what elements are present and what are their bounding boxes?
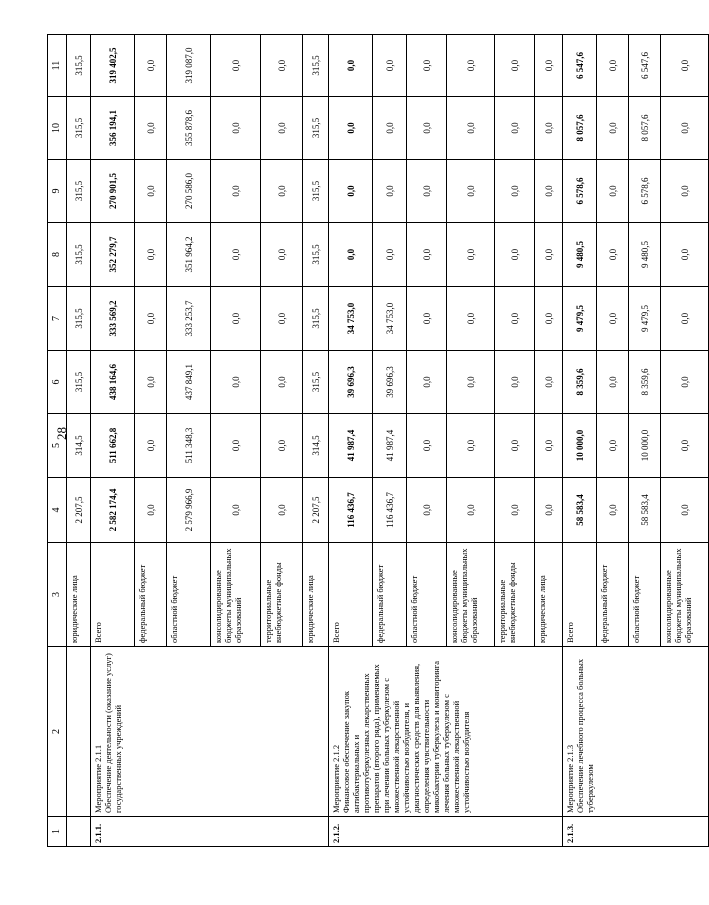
amount-cell: 315,5: [67, 287, 91, 351]
column-header: 8: [48, 223, 67, 287]
amount-cell: 39 696,3: [373, 351, 407, 414]
amount-cell: 0,0: [135, 97, 167, 160]
amount-cell: 0,0: [373, 97, 407, 160]
amount-cell: 314,5: [303, 414, 329, 478]
amount-cell: 0,0: [495, 97, 535, 160]
item-number: [67, 817, 91, 847]
budget-table: [47, 34, 709, 847]
amount-cell: 10 000,0: [629, 414, 661, 478]
rotated-budget-table: [47, 35, 693, 847]
amount-cell: 6 578,6: [563, 160, 597, 223]
amount-cell: 0,0: [407, 478, 447, 543]
amount-cell: 0,0: [407, 97, 447, 160]
amount-cell: 0,0: [211, 97, 261, 160]
table-row: [67, 35, 91, 847]
amount-cell: 0,0: [535, 223, 563, 287]
amount-cell: 0,0: [447, 97, 495, 160]
amount-cell: 0,0: [535, 351, 563, 414]
amount-cell: 0,0: [211, 478, 261, 543]
column-header: 4: [48, 478, 67, 543]
amount-cell: 0,0: [373, 35, 407, 97]
column-header: 3: [48, 543, 67, 647]
amount-cell: 315,5: [303, 223, 329, 287]
amount-cell: 0,0: [329, 97, 373, 160]
amount-cell: 10 000,0: [563, 414, 597, 478]
amount-cell: 0,0: [135, 35, 167, 97]
amount-cell: 0,0: [135, 478, 167, 543]
amount-cell: 315,5: [67, 223, 91, 287]
amount-cell: 0,0: [661, 97, 709, 160]
amount-cell: 6 578,6: [629, 160, 661, 223]
amount-cell: 0,0: [373, 160, 407, 223]
amount-cell: 0,0: [447, 287, 495, 351]
amount-cell: 315,5: [67, 35, 91, 97]
funding-source: юридические лица: [67, 543, 91, 647]
amount-cell: 351 964,2: [167, 223, 211, 287]
amount-cell: 0,0: [211, 35, 261, 97]
item-number: 2.1.3.: [563, 817, 709, 847]
amount-cell: 333 253,7: [167, 287, 211, 351]
funding-source: федеральный бюджет: [135, 543, 167, 647]
amount-cell: 0,0: [495, 287, 535, 351]
amount-cell: 270 586,0: [167, 160, 211, 223]
amount-cell: 2 207,5: [303, 478, 329, 543]
amount-cell: 0,0: [535, 160, 563, 223]
amount-cell: 2 579 966,9: [167, 478, 211, 543]
amount-cell: 315,5: [67, 97, 91, 160]
amount-cell: 0,0: [495, 223, 535, 287]
funding-source: Всего: [91, 543, 135, 647]
column-header: 2: [48, 647, 67, 817]
amount-cell: 0,0: [597, 223, 629, 287]
amount-cell: 0,0: [329, 35, 373, 97]
amount-cell: 0,0: [661, 35, 709, 97]
amount-cell: 0,0: [535, 35, 563, 97]
amount-cell: 58 583,4: [629, 478, 661, 543]
funding-source: юридические лица: [535, 543, 563, 647]
amount-cell: 0,0: [329, 160, 373, 223]
amount-cell: 315,5: [67, 351, 91, 414]
column-header: 1: [48, 817, 67, 847]
amount-cell: 0,0: [211, 160, 261, 223]
amount-cell: 352 279,7: [91, 223, 135, 287]
amount-cell: 0,0: [211, 223, 261, 287]
funding-source: консолидированные бюджеты муниципальных образований: [447, 543, 495, 647]
amount-cell: 0,0: [495, 414, 535, 478]
column-header: 9: [48, 160, 67, 223]
funding-source: территориальные внебюджетные фонды: [261, 543, 303, 647]
item-title: Мероприятие 2.1.2 Финансовое обеспечение закупок антибактериальных и противотуберкулезных лекарственных препаратов (второго ряда), применяемых при лечении больных туберкулезом с множественной лекарственной устойчивостью возбудителя, и диагностических средств для выявления, определения чувствительности микобактерии туберкулеза и мониторинга лечения больных туберкулезом с множественной лекарственной устойчивостью возбудителя: [329, 647, 563, 817]
column-header: 5: [48, 414, 67, 478]
funding-source: областной бюджет: [629, 543, 661, 647]
amount-cell: 9 480,5: [563, 223, 597, 287]
amount-cell: 0,0: [261, 287, 303, 351]
funding-source: федеральный бюджет: [373, 543, 407, 647]
item-title: Мероприятие 2.1.3 Обеспечение лечебного процесса больных туберкулезом: [563, 647, 709, 817]
amount-cell: 0,0: [261, 160, 303, 223]
amount-cell: 58 583,4: [563, 478, 597, 543]
amount-cell: 9 479,5: [629, 287, 661, 351]
amount-cell: 0,0: [597, 478, 629, 543]
item-title: Мероприятие 2.1.1 Обеспечение деятельности (оказание услуг) государственных учреждений: [91, 647, 329, 817]
amount-cell: 0,0: [447, 223, 495, 287]
table-row: [563, 35, 597, 847]
item-number: 2.1.1.: [91, 817, 329, 847]
amount-cell: 315,5: [303, 97, 329, 160]
item-title: [67, 647, 91, 817]
page-number: 28: [54, 427, 69, 440]
amount-cell: 314,5: [67, 414, 91, 478]
amount-cell: 0,0: [261, 478, 303, 543]
funding-source: юридические лица: [303, 543, 329, 647]
amount-cell: 2 582 174,4: [91, 478, 135, 543]
amount-cell: 0,0: [661, 223, 709, 287]
amount-cell: 0,0: [597, 97, 629, 160]
funding-source: Всего: [329, 543, 373, 647]
funding-source: областной бюджет: [407, 543, 447, 647]
amount-cell: 9 479,5: [563, 287, 597, 351]
amount-cell: 0,0: [661, 160, 709, 223]
amount-cell: 0,0: [447, 160, 495, 223]
amount-cell: 438 164,6: [91, 351, 135, 414]
amount-cell: 0,0: [211, 414, 261, 478]
amount-cell: 41 987,4: [329, 414, 373, 478]
amount-cell: 315,5: [303, 287, 329, 351]
amount-cell: 0,0: [535, 287, 563, 351]
amount-cell: 315,5: [303, 351, 329, 414]
amount-cell: 315,5: [303, 35, 329, 97]
amount-cell: 0,0: [373, 223, 407, 287]
amount-cell: 6 547,6: [563, 35, 597, 97]
amount-cell: 2 207,5: [67, 478, 91, 543]
table-row: [329, 35, 373, 847]
amount-cell: 39 696,3: [329, 351, 373, 414]
amount-cell: 0,0: [447, 478, 495, 543]
amount-cell: 0,0: [597, 351, 629, 414]
funding-source: федеральный бюджет: [597, 543, 629, 647]
amount-cell: 0,0: [447, 414, 495, 478]
amount-cell: 0,0: [597, 414, 629, 478]
amount-cell: 0,0: [661, 351, 709, 414]
amount-cell: 0,0: [661, 478, 709, 543]
amount-cell: 0,0: [495, 35, 535, 97]
amount-cell: 0,0: [211, 351, 261, 414]
amount-cell: 0,0: [329, 223, 373, 287]
amount-cell: 315,5: [67, 160, 91, 223]
amount-cell: 0,0: [261, 414, 303, 478]
column-header: 11: [48, 35, 67, 97]
amount-cell: 0,0: [661, 414, 709, 478]
amount-cell: 0,0: [135, 287, 167, 351]
amount-cell: 0,0: [135, 160, 167, 223]
amount-cell: 0,0: [495, 351, 535, 414]
amount-cell: 116 436,7: [329, 478, 373, 543]
amount-cell: 0,0: [407, 414, 447, 478]
amount-cell: 8 057,6: [563, 97, 597, 160]
amount-cell: 34 753,0: [329, 287, 373, 351]
amount-cell: 0,0: [407, 35, 447, 97]
amount-cell: 0,0: [407, 160, 447, 223]
funding-source: Всего: [563, 543, 597, 647]
amount-cell: 6 547,6: [629, 35, 661, 97]
amount-cell: 8 359,6: [629, 351, 661, 414]
amount-cell: 0,0: [261, 351, 303, 414]
amount-cell: 0,0: [495, 160, 535, 223]
funding-source: консолидированные бюджеты муниципальных образований: [661, 543, 709, 647]
amount-cell: 0,0: [535, 97, 563, 160]
amount-cell: 0,0: [211, 287, 261, 351]
funding-source: территориальные внебюджетные фонды: [495, 543, 535, 647]
amount-cell: 0,0: [447, 35, 495, 97]
amount-cell: 511 348,3: [167, 414, 211, 478]
column-header: 6: [48, 351, 67, 414]
amount-cell: 41 987,4: [373, 414, 407, 478]
amount-cell: 0,0: [261, 97, 303, 160]
amount-cell: 0,0: [261, 223, 303, 287]
amount-cell: 0,0: [535, 414, 563, 478]
amount-cell: 34 753,0: [373, 287, 407, 351]
item-number: 2.1.2.: [329, 817, 563, 847]
header-row: [48, 35, 67, 847]
amount-cell: 315,5: [303, 160, 329, 223]
column-header: 10: [48, 97, 67, 160]
amount-cell: 356 194,1: [91, 97, 135, 160]
amount-cell: 116 436,7: [373, 478, 407, 543]
amount-cell: 0,0: [135, 414, 167, 478]
amount-cell: 0,0: [495, 478, 535, 543]
amount-cell: 0,0: [535, 478, 563, 543]
amount-cell: 8 359,6: [563, 351, 597, 414]
amount-cell: 0,0: [135, 223, 167, 287]
amount-cell: 0,0: [407, 351, 447, 414]
amount-cell: 270 901,5: [91, 160, 135, 223]
amount-cell: 8 057,6: [629, 97, 661, 160]
amount-cell: 333 569,2: [91, 287, 135, 351]
amount-cell: 0,0: [407, 287, 447, 351]
funding-source: консолидированные бюджеты муниципальных образований: [211, 543, 261, 647]
amount-cell: 0,0: [135, 351, 167, 414]
amount-cell: 0,0: [407, 223, 447, 287]
column-header: 7: [48, 287, 67, 351]
amount-cell: 355 878,6: [167, 97, 211, 160]
table-row: [91, 35, 135, 847]
amount-cell: 0,0: [661, 287, 709, 351]
amount-cell: 319 087,0: [167, 35, 211, 97]
amount-cell: 0,0: [261, 35, 303, 97]
amount-cell: 437 849,1: [167, 351, 211, 414]
amount-cell: 0,0: [447, 351, 495, 414]
amount-cell: 511 662,8: [91, 414, 135, 478]
amount-cell: 0,0: [597, 35, 629, 97]
amount-cell: 0,0: [597, 287, 629, 351]
funding-source: областной бюджет: [167, 543, 211, 647]
amount-cell: 9 480,5: [629, 223, 661, 287]
amount-cell: 319 402,5: [91, 35, 135, 97]
amount-cell: 0,0: [597, 160, 629, 223]
